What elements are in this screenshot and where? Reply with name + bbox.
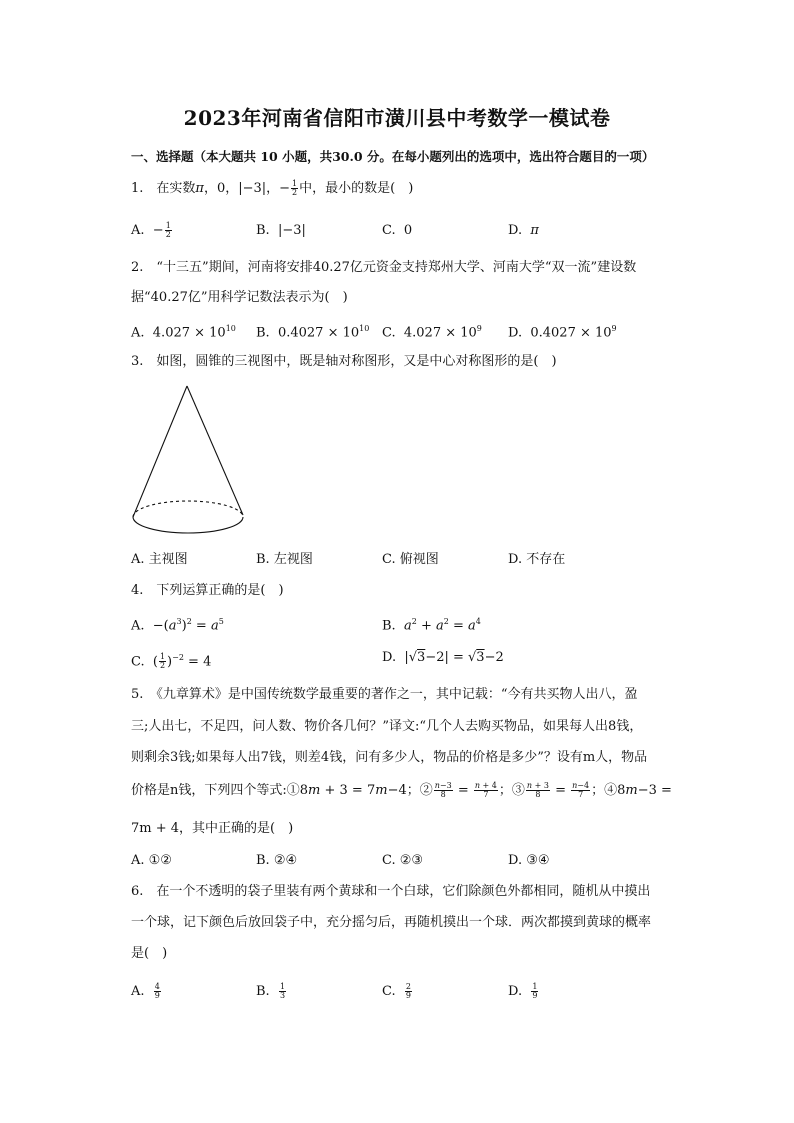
question-1-option-c[interactable]: C. 0: [382, 223, 413, 238]
question-5-option-c[interactable]: C. ②③: [382, 853, 424, 868]
question-4-option-b[interactable]: B. $a^2 + a^2 = a^4$: [382, 617, 481, 634]
question-5-line-1: 5. 《九章算术》是中国传统数学最重要的著作之一，其中记载：“今有共买物人出八，盈: [131, 687, 638, 702]
question-4-stem: 4. 下列运算正确的是( ): [131, 583, 284, 598]
question-6-option-d[interactable]: D. $\frac{1}{9}$: [508, 982, 538, 1000]
question-4-option-a[interactable]: A. $-(a^3)^2 = a^5$: [131, 617, 224, 634]
question-5-option-d[interactable]: D. ③④: [508, 853, 550, 868]
question-1-stem: 1. 在实数π，0，|−3|，− $\frac{1}{2}$ 中，最小的数是( ): [131, 179, 414, 197]
question-1-option-d[interactable]: D. π: [508, 223, 539, 238]
cone-figure: [128, 382, 248, 534]
section-heading: 一、选择题（本大题共 10 小题，共30.0 分。在每小题列出的选项中，选出符合题目的一项）: [131, 149, 655, 164]
question-5-option-b[interactable]: B. ②④: [256, 853, 298, 868]
question-5-line-5: 7m + 4，其中正确的是( ): [131, 821, 294, 836]
question-3-option-a[interactable]: A. 主视图: [131, 552, 188, 567]
question-6-option-b[interactable]: B. $\frac{1}{3}$: [256, 982, 286, 1000]
question-6-line-3: 是( ): [131, 946, 168, 961]
question-5-line-4: 价格是n钱，下列四个等式:①8m + 3 = 7m−4；② $\frac{n-3}{8}$ = $\frac{n + 4}{7}$ ；③ $\frac{n + 3}{8}$ = $\frac{n-4}{7}$ ；④8m−3 =: [131, 781, 672, 799]
question-1-option-a[interactable]: A. − $\frac{1}{2}$: [131, 221, 171, 239]
question-2-option-b[interactable]: B. $0.4027 \times 10^{10}$: [256, 324, 370, 341]
question-3-option-c[interactable]: C. 俯视图: [382, 552, 439, 567]
question-6-line-1: 6. 在一个不透明的袋子里装有两个黄球和一个白球，它们除颜色外都相同，随机从中摸出: [131, 884, 651, 899]
question-3-option-d[interactable]: D. 不存在: [508, 552, 566, 567]
page-title: 2023年河南省信阳市潢川县中考数学一模试卷: [183, 106, 611, 130]
question-2-option-c[interactable]: C. $4.027 \times 10^9$: [382, 324, 482, 341]
question-2-line-2: 据“40.27亿”用科学记数法表示为( ): [131, 290, 348, 305]
question-4-option-c[interactable]: C. ( $\frac{1}{2}$ )$^{-2}$ = 4: [131, 652, 212, 671]
question-6-line-2: 一个球，记下颜色后放回袋子中，充分摇匀后，再随机摸出一个球．两次都摸到黄球的概率: [131, 915, 652, 930]
question-4-option-d[interactable]: D. |√3−2| = √3−2: [382, 650, 504, 665]
question-6-option-a[interactable]: A. $\frac{4}{9}$: [131, 982, 160, 1000]
question-2-option-d[interactable]: D. $0.4027 \times 10^9$: [508, 324, 617, 341]
question-5-line-2: 三;人出七，不足四，问人数、物价各几何？”译文:“几个人去购买物品，如果每人出8钱，: [131, 719, 643, 734]
question-3-option-b[interactable]: B. 左视图: [256, 552, 313, 567]
question-3-stem: 3. 如图，圆锥的三视图中，既是轴对称图形，又是中心对称图形的是( ): [131, 354, 557, 369]
question-1-option-b[interactable]: B. |−3|: [256, 223, 306, 238]
question-2-line-1: 2. “十三五”期间，河南将安排40.27亿元资金支持郑州大学、河南大学“双一流”建设数: [131, 260, 637, 275]
question-2-option-a[interactable]: A. $4.027 \times 10^{10}$: [131, 324, 236, 341]
question-5-line-3: 则剩余3钱;如果每人出7钱，则差4钱，问有多少人，物品的价格是多少”？设有m人，物品: [131, 750, 648, 765]
question-5-option-a[interactable]: A. ①②: [131, 853, 172, 868]
question-6-option-c[interactable]: C. $\frac{2}{9}$: [382, 982, 411, 1000]
